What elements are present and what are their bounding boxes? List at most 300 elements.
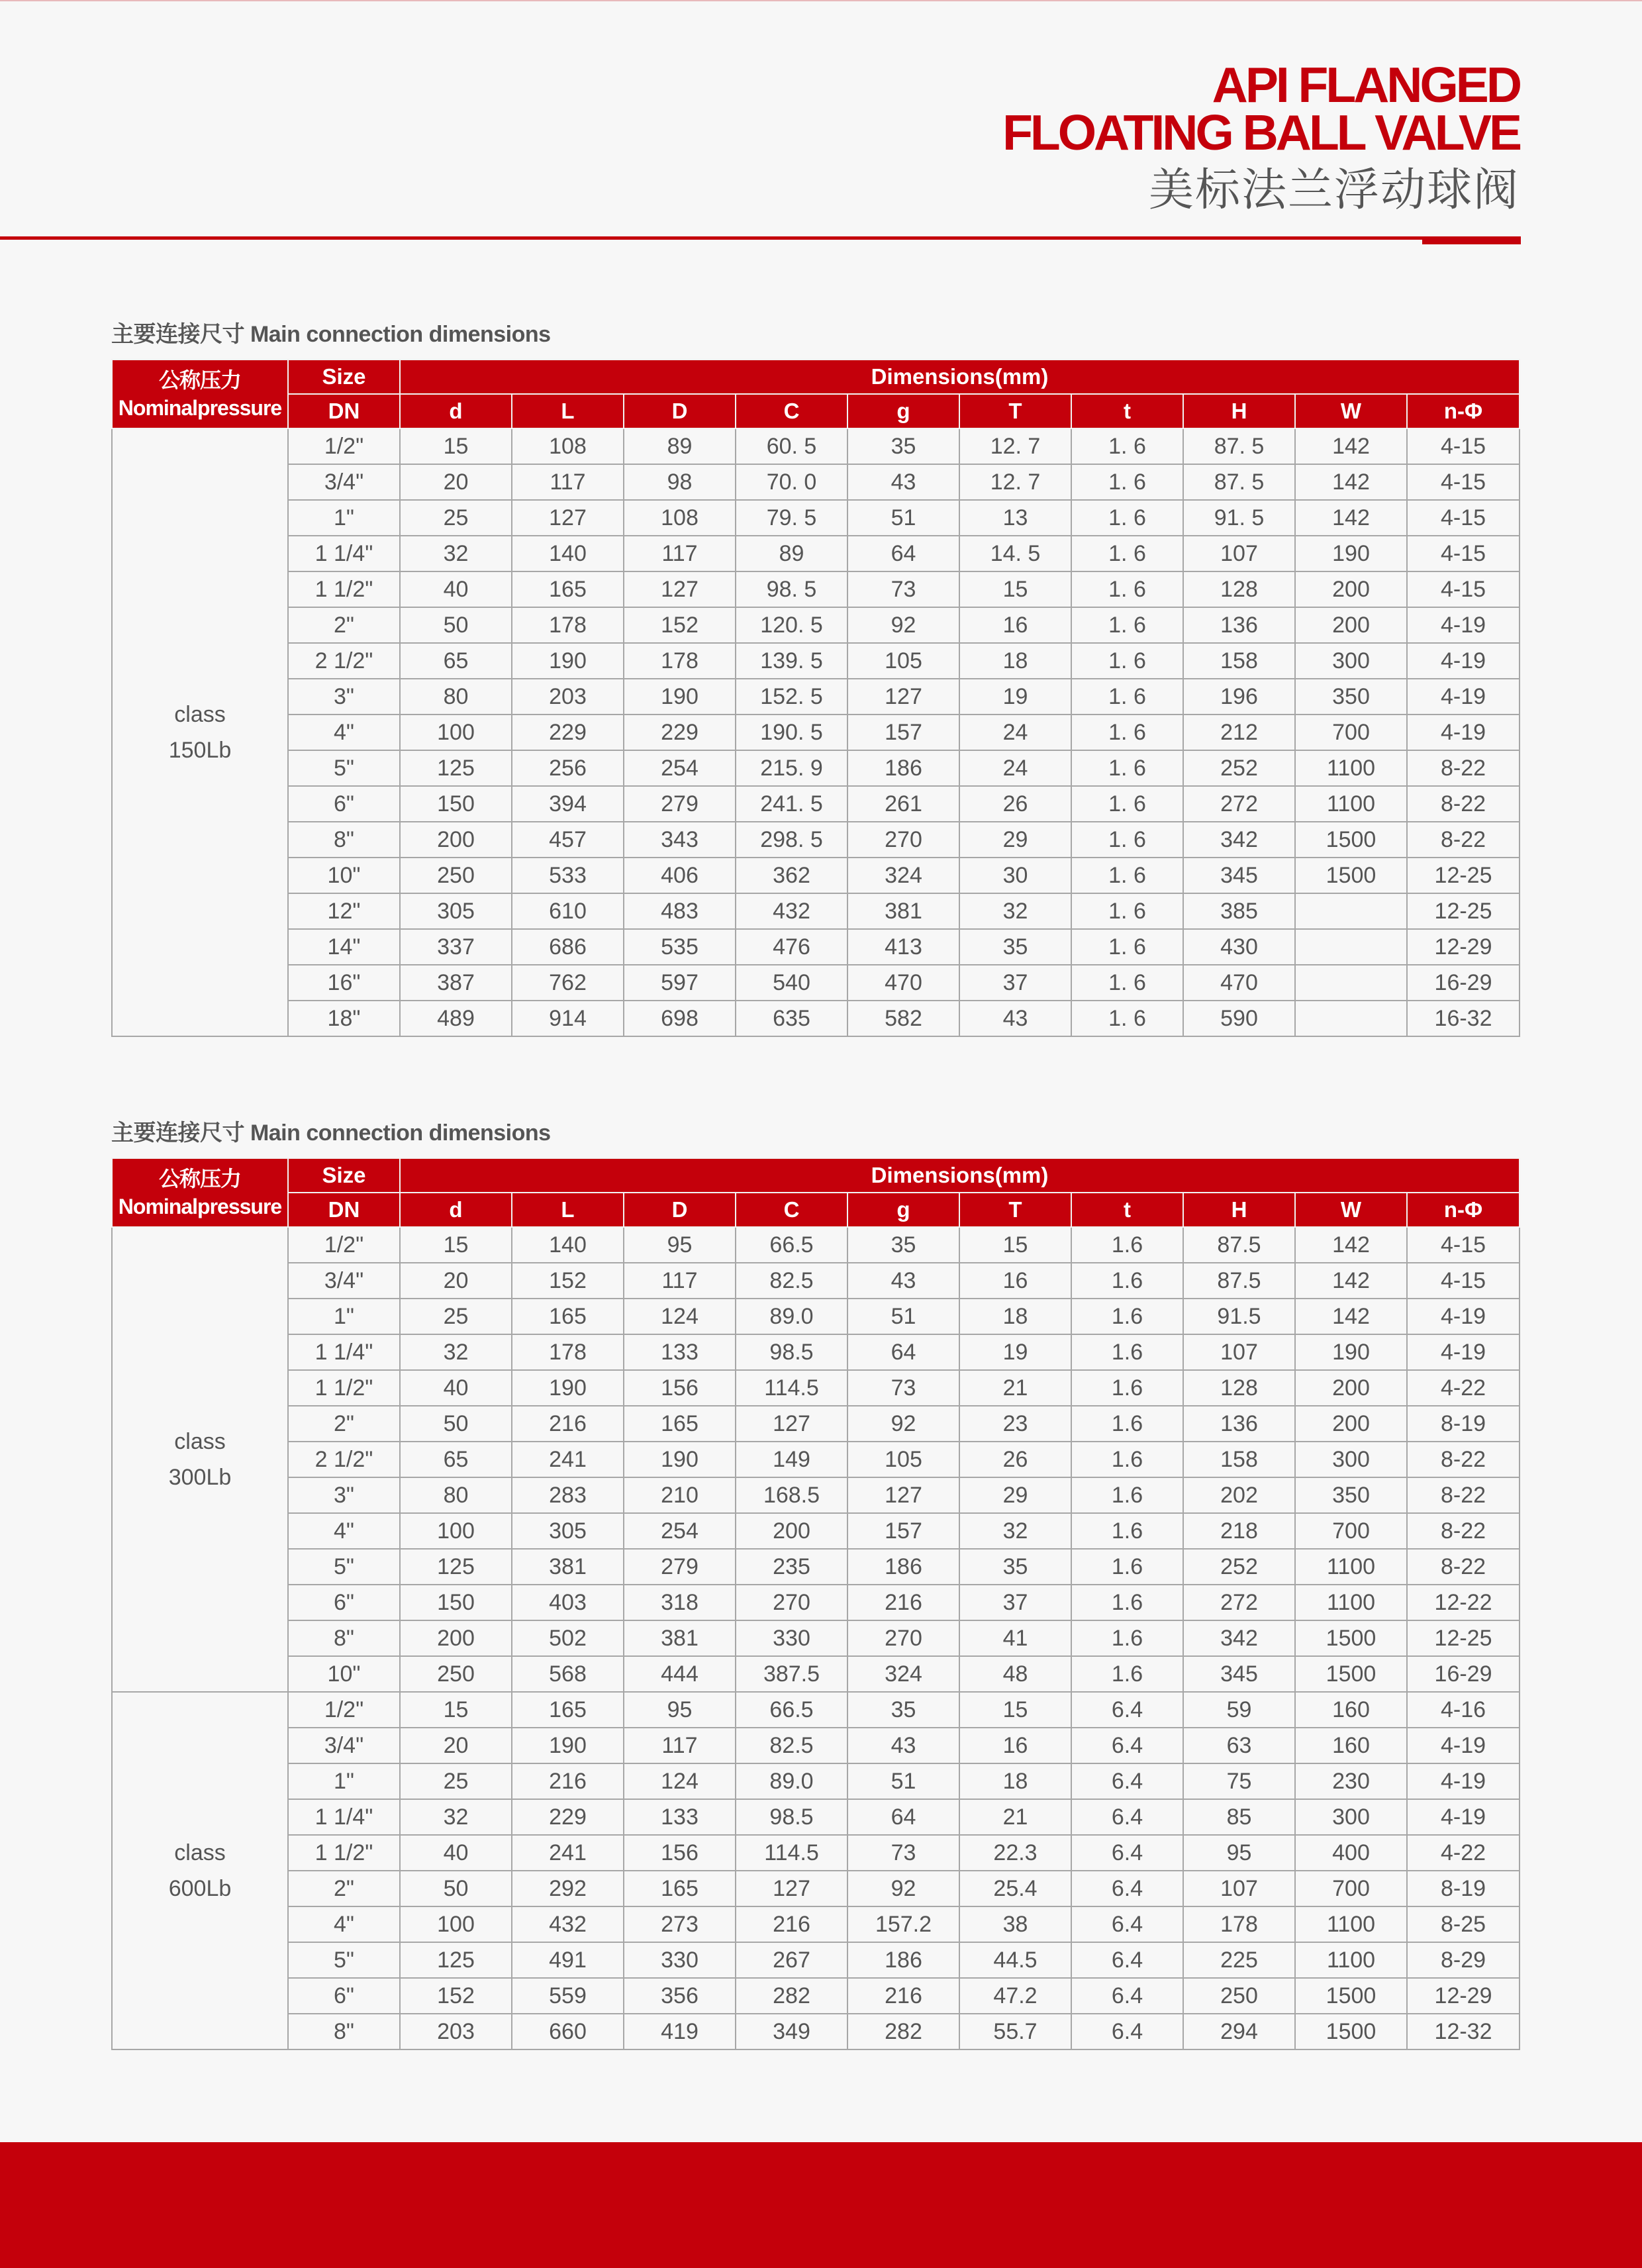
size-cell: 1 1/2" (288, 571, 400, 607)
value-cell: 762 (512, 965, 624, 1001)
value-cell: 150 (400, 786, 512, 822)
value-cell: 6.4 (1071, 1799, 1183, 1835)
dimensions-table-150lb (111, 359, 1520, 1037)
value-cell: 535 (624, 929, 736, 965)
value-cell: 230 (1295, 1763, 1407, 1799)
size-cell: 6" (288, 1585, 400, 1620)
value-cell: 186 (847, 750, 959, 786)
value-cell: 4-15 (1407, 500, 1520, 536)
column-header: d (400, 1193, 512, 1227)
value-cell: 1. 6 (1071, 965, 1183, 1001)
value-cell: 127 (512, 500, 624, 536)
value-cell: 108 (512, 428, 624, 464)
table-row (112, 1799, 1520, 1835)
size-cell: 5" (288, 1942, 400, 1978)
value-cell: 32 (959, 893, 1071, 929)
value-cell: 1.6 (1071, 1370, 1183, 1406)
value-cell: 1.6 (1071, 1227, 1183, 1263)
value-cell: 279 (624, 1549, 736, 1585)
value-cell: 12-22 (1407, 1585, 1520, 1620)
table-row (112, 893, 1520, 929)
value-cell: 107 (1183, 1871, 1295, 1906)
size-cell: 3/4" (288, 1728, 400, 1763)
table-row (112, 965, 1520, 1001)
dimensions-header: Dimensions(mm) (400, 1158, 1520, 1193)
value-cell: 1.6 (1071, 1406, 1183, 1442)
value-cell: 43 (847, 1728, 959, 1763)
value-cell: 342 (1183, 1620, 1295, 1656)
value-cell: 20 (400, 464, 512, 500)
value-cell: 1. 6 (1071, 607, 1183, 643)
value-cell: 70. 0 (736, 464, 847, 500)
value-cell: 216 (512, 1406, 624, 1442)
value-cell: 200 (1295, 1370, 1407, 1406)
value-cell: 47.2 (959, 1978, 1071, 2014)
value-cell: 51 (847, 500, 959, 536)
table-row (112, 500, 1520, 536)
value-cell: 85 (1183, 1799, 1295, 1835)
value-cell: 590 (1183, 1001, 1295, 1036)
value-cell: 142 (1295, 1263, 1407, 1299)
pressure-label: 600Lb (168, 1876, 232, 1901)
column-header: t (1071, 394, 1183, 428)
value-cell: 419 (624, 2014, 736, 2049)
value-cell: 66.5 (736, 1692, 847, 1728)
nominal-pressure-cn-label: 公称压力 (158, 1167, 241, 1191)
value-cell: 35 (959, 1549, 1071, 1585)
value-cell: 8-22 (1407, 1477, 1520, 1513)
header-row (112, 1158, 1520, 1193)
value-cell: 178 (1183, 1906, 1295, 1942)
value-cell: 60. 5 (736, 428, 847, 464)
value-cell: 43 (959, 1001, 1071, 1036)
table-row (112, 786, 1520, 822)
value-cell: 218 (1183, 1513, 1295, 1549)
value-cell: 279 (624, 786, 736, 822)
value-cell: 1. 6 (1071, 500, 1183, 536)
value-cell: 14. 5 (959, 536, 1071, 571)
value-cell: 700 (1295, 1513, 1407, 1549)
value-cell: 1. 6 (1071, 858, 1183, 893)
value-cell: 8-22 (1407, 786, 1520, 822)
value-cell: 1. 6 (1071, 929, 1183, 965)
value-cell: 252 (1183, 750, 1295, 786)
value-cell: 330 (624, 1942, 736, 1978)
value-cell: 35 (847, 1227, 959, 1263)
value-cell: 142 (1295, 500, 1407, 536)
value-cell: 12. 7 (959, 428, 1071, 464)
value-cell: 48 (959, 1656, 1071, 1692)
value-cell: 65 (400, 1442, 512, 1477)
value-cell (1295, 929, 1407, 965)
value-cell: 700 (1295, 1871, 1407, 1906)
size-cell: 10" (288, 1656, 400, 1692)
size-cell: 1/2" (288, 1227, 400, 1263)
value-cell: 1. 6 (1071, 893, 1183, 929)
value-cell: 250 (1183, 1978, 1295, 2014)
table-row (112, 1299, 1520, 1334)
value-cell: 114.5 (736, 1370, 847, 1406)
value-cell: 142 (1295, 1299, 1407, 1334)
value-cell: 95 (624, 1692, 736, 1728)
value-cell: 15 (959, 1227, 1071, 1263)
value-cell: 18 (959, 1299, 1071, 1334)
value-cell: 430 (1183, 929, 1295, 965)
size-cell: 3" (288, 1477, 400, 1513)
column-header: W (1295, 394, 1407, 428)
table-row (112, 750, 1520, 786)
size-cell: 18" (288, 1001, 400, 1036)
value-cell: 6.4 (1071, 1942, 1183, 1978)
value-cell: 273 (624, 1906, 736, 1942)
header-row (112, 360, 1520, 394)
value-cell: 87.5 (1183, 1263, 1295, 1299)
value-cell: 216 (736, 1906, 847, 1942)
size-cell: 3/4" (288, 464, 400, 500)
value-cell: 50 (400, 1871, 512, 1906)
value-cell: 186 (847, 1942, 959, 1978)
class-label: class (174, 1840, 226, 1865)
value-cell: 152 (624, 607, 736, 643)
value-cell: 92 (847, 607, 959, 643)
value-cell: 12-29 (1407, 929, 1520, 965)
value-cell: 107 (1183, 536, 1295, 571)
value-cell: 345 (1183, 1656, 1295, 1692)
value-cell: 178 (624, 643, 736, 679)
value-cell: 342 (1183, 822, 1295, 858)
value-cell: 125 (400, 1942, 512, 1978)
table-row (112, 1906, 1520, 1942)
value-cell: 79. 5 (736, 500, 847, 536)
value-cell: 1. 6 (1071, 428, 1183, 464)
header-row (112, 394, 1520, 428)
value-cell: 1. 6 (1071, 822, 1183, 858)
dimensions-header: Dimensions(mm) (400, 360, 1520, 394)
column-header: C (736, 1193, 847, 1227)
value-cell: 190 (512, 643, 624, 679)
value-cell: 4-19 (1407, 1799, 1520, 1835)
value-cell: 1100 (1295, 1585, 1407, 1620)
value-cell: 4-15 (1407, 536, 1520, 571)
value-cell: 59 (1183, 1692, 1295, 1728)
value-cell: 1. 6 (1071, 786, 1183, 822)
value-cell: 559 (512, 1978, 624, 2014)
page-title-line-1: API FLANGED (1212, 57, 1520, 113)
value-cell: 6.4 (1071, 2014, 1183, 2049)
value-cell: 26 (959, 1442, 1071, 1477)
value-cell: 1. 6 (1071, 1001, 1183, 1036)
value-cell: 362 (736, 858, 847, 893)
value-cell: 457 (512, 822, 624, 858)
value-cell: 1500 (1295, 1978, 1407, 2014)
value-cell: 1100 (1295, 1549, 1407, 1585)
table-row (112, 1692, 1520, 1728)
value-cell: 19 (959, 679, 1071, 715)
value-cell: 1.6 (1071, 1477, 1183, 1513)
value-cell: 212 (1183, 715, 1295, 750)
value-cell: 82.5 (736, 1728, 847, 1763)
value-cell: 125 (400, 1549, 512, 1585)
value-cell: 87. 5 (1183, 464, 1295, 500)
value-cell: 80 (400, 1477, 512, 1513)
value-cell: 108 (624, 500, 736, 536)
value-cell: 91. 5 (1183, 500, 1295, 536)
value-cell: 8-19 (1407, 1871, 1520, 1906)
value-cell: 254 (624, 1513, 736, 1549)
value-cell: 1. 6 (1071, 715, 1183, 750)
value-cell: 63 (1183, 1728, 1295, 1763)
value-cell: 12-25 (1407, 858, 1520, 893)
value-cell: 1.6 (1071, 1656, 1183, 1692)
value-cell: 1100 (1295, 1942, 1407, 1978)
value-cell: 65 (400, 643, 512, 679)
table-row (112, 1620, 1520, 1656)
value-cell: 400 (1295, 1835, 1407, 1871)
value-cell: 200 (1295, 607, 1407, 643)
value-cell: 406 (624, 858, 736, 893)
value-cell: 356 (624, 1978, 736, 2014)
value-cell: 4-15 (1407, 571, 1520, 607)
table-row (112, 607, 1520, 643)
value-cell: 489 (400, 1001, 512, 1036)
value-cell: 142 (1295, 1227, 1407, 1263)
value-cell: 89 (736, 536, 847, 571)
value-cell: 19 (959, 1334, 1071, 1370)
value-cell: 25 (400, 500, 512, 536)
value-cell: 4-15 (1407, 1227, 1520, 1263)
table-row (112, 715, 1520, 750)
size-cell: 4" (288, 1513, 400, 1549)
value-cell: 635 (736, 1001, 847, 1036)
value-cell: 610 (512, 893, 624, 929)
value-cell: 385 (1183, 893, 1295, 929)
value-cell: 29 (959, 822, 1071, 858)
column-header: L (512, 394, 624, 428)
value-cell: 15 (400, 1692, 512, 1728)
value-cell: 582 (847, 1001, 959, 1036)
value-cell: 15 (400, 1227, 512, 1263)
table-row (112, 1978, 1520, 2014)
value-cell: 349 (736, 2014, 847, 2049)
value-cell: 41 (959, 1620, 1071, 1656)
value-cell: 157 (847, 715, 959, 750)
value-cell: 114.5 (736, 1835, 847, 1871)
table-row (112, 1442, 1520, 1477)
size-cell: 1" (288, 1763, 400, 1799)
value-cell: 540 (736, 965, 847, 1001)
class-label: class (174, 702, 226, 727)
value-cell: 92 (847, 1871, 959, 1906)
value-cell: 157 (847, 1513, 959, 1549)
value-cell: 568 (512, 1656, 624, 1692)
section-caption-1: 主要连接尺寸 Main connection dimensions (111, 322, 551, 347)
value-cell: 127 (736, 1871, 847, 1906)
nominal-pressure-header (112, 1158, 288, 1227)
value-cell: 345 (1183, 858, 1295, 893)
value-cell: 300 (1295, 1442, 1407, 1477)
value-cell: 190 (512, 1370, 624, 1406)
value-cell: 241 (512, 1835, 624, 1871)
column-header: n-Φ (1407, 394, 1520, 428)
value-cell: 98.5 (736, 1799, 847, 1835)
value-cell: 149 (736, 1442, 847, 1477)
value-cell: 324 (847, 858, 959, 893)
table-row (112, 1477, 1520, 1513)
value-cell: 140 (512, 1227, 624, 1263)
value-cell: 8-25 (1407, 1906, 1520, 1942)
value-cell: 235 (736, 1549, 847, 1585)
page-header (1002, 57, 1520, 220)
pressure-class-cell (112, 428, 288, 1036)
value-cell: 1. 6 (1071, 464, 1183, 500)
value-cell: 128 (1183, 571, 1295, 607)
value-cell: 12-25 (1407, 893, 1520, 929)
value-cell: 124 (624, 1299, 736, 1334)
value-cell: 229 (624, 715, 736, 750)
nominal-pressure-en-label: Nominalpressure (118, 396, 282, 420)
value-cell: 13 (959, 500, 1071, 536)
value-cell: 1. 6 (1071, 750, 1183, 786)
value-cell: 165 (512, 1692, 624, 1728)
table-header (112, 360, 1520, 428)
column-header: W (1295, 1193, 1407, 1227)
value-cell: 1. 6 (1071, 571, 1183, 607)
value-cell: 6.4 (1071, 1978, 1183, 2014)
value-cell: 98.5 (736, 1334, 847, 1370)
value-cell: 225 (1183, 1942, 1295, 1978)
column-header: H (1183, 1193, 1295, 1227)
value-cell: 229 (512, 1799, 624, 1835)
size-cell: 1/2" (288, 428, 400, 464)
value-cell: 597 (624, 965, 736, 1001)
value-cell: 200 (1295, 1406, 1407, 1442)
value-cell: 200 (736, 1513, 847, 1549)
value-cell: 914 (512, 1001, 624, 1036)
value-cell: 256 (512, 750, 624, 786)
column-header: g (847, 1193, 959, 1227)
value-cell: 21 (959, 1370, 1071, 1406)
value-cell: 136 (1183, 1406, 1295, 1442)
value-cell: 270 (847, 822, 959, 858)
value-cell: 136 (1183, 607, 1295, 643)
value-cell: 82.5 (736, 1263, 847, 1299)
value-cell: 216 (512, 1763, 624, 1799)
value-cell: 698 (624, 1001, 736, 1036)
value-cell: 200 (400, 822, 512, 858)
dn-header: DN (288, 394, 400, 428)
value-cell: 32 (400, 1799, 512, 1835)
value-cell: 270 (847, 1620, 959, 1656)
value-cell: 272 (1183, 786, 1295, 822)
value-cell: 64 (847, 1334, 959, 1370)
value-cell: 50 (400, 1406, 512, 1442)
value-cell: 152 (512, 1263, 624, 1299)
value-cell: 350 (1295, 1477, 1407, 1513)
value-cell: 18 (959, 643, 1071, 679)
value-cell: 156 (624, 1370, 736, 1406)
value-cell: 4-15 (1407, 464, 1520, 500)
value-cell: 4-19 (1407, 715, 1520, 750)
value-cell: 25 (400, 1763, 512, 1799)
value-cell: 241. 5 (736, 786, 847, 822)
value-cell: 95 (1183, 1835, 1295, 1871)
value-cell: 80 (400, 679, 512, 715)
column-header: L (512, 1193, 624, 1227)
value-cell: 25 (400, 1299, 512, 1334)
value-cell: 254 (624, 750, 736, 786)
table-row (112, 1406, 1520, 1442)
size-cell: 8" (288, 822, 400, 858)
value-cell: 127 (847, 679, 959, 715)
value-cell: 4-19 (1407, 643, 1520, 679)
value-cell: 8-22 (1407, 1442, 1520, 1477)
value-cell: 44.5 (959, 1942, 1071, 1978)
value-cell: 117 (512, 464, 624, 500)
value-cell: 337 (400, 929, 512, 965)
value-cell: 95 (624, 1227, 736, 1263)
table-row (112, 1942, 1520, 1978)
value-cell: 283 (512, 1477, 624, 1513)
value-cell: 1500 (1295, 858, 1407, 893)
value-cell: 4-19 (1407, 1299, 1520, 1334)
value-cell: 1100 (1295, 786, 1407, 822)
table-row (112, 1763, 1520, 1799)
value-cell: 92 (847, 1406, 959, 1442)
value-cell: 216 (847, 1585, 959, 1620)
size-cell: 2" (288, 607, 400, 643)
value-cell: 140 (512, 536, 624, 571)
value-cell: 152 (400, 1978, 512, 2014)
value-cell: 261 (847, 786, 959, 822)
value-cell: 156 (624, 1835, 736, 1871)
value-cell: 1. 6 (1071, 536, 1183, 571)
value-cell: 55.7 (959, 2014, 1071, 2049)
value-cell: 43 (847, 1263, 959, 1299)
value-cell: 270 (736, 1585, 847, 1620)
size-cell: 12" (288, 893, 400, 929)
value-cell: 250 (400, 858, 512, 893)
value-cell: 210 (624, 1477, 736, 1513)
value-cell: 470 (1183, 965, 1295, 1001)
table-row (112, 822, 1520, 858)
value-cell: 142 (1295, 464, 1407, 500)
table-row (112, 1227, 1520, 1263)
dimensions-table-300lb-600lb (111, 1158, 1520, 2050)
value-cell: 229 (512, 715, 624, 750)
size-cell: 1 1/4" (288, 536, 400, 571)
page-subtitle: 美标法兰浮动球阀 (1148, 165, 1520, 215)
value-cell: 18 (959, 1763, 1071, 1799)
size-cell: 2 1/2" (288, 643, 400, 679)
value-cell: 483 (624, 893, 736, 929)
value-cell: 157.2 (847, 1906, 959, 1942)
table-row (112, 1263, 1520, 1299)
size-cell: 5" (288, 1549, 400, 1585)
value-cell: 190 (624, 679, 736, 715)
size-cell: 2 1/2" (288, 1442, 400, 1477)
value-cell: 432 (736, 893, 847, 929)
table-row (112, 428, 1520, 464)
value-cell: 1.6 (1071, 1620, 1183, 1656)
value-cell: 686 (512, 929, 624, 965)
table-body (112, 1227, 1520, 2049)
nominal-pressure-header (112, 360, 288, 428)
value-cell: 127 (847, 1477, 959, 1513)
value-cell: 343 (624, 822, 736, 858)
pressure-label: 300Lb (168, 1465, 232, 1490)
table-row (112, 464, 1520, 500)
value-cell: 64 (847, 1799, 959, 1835)
